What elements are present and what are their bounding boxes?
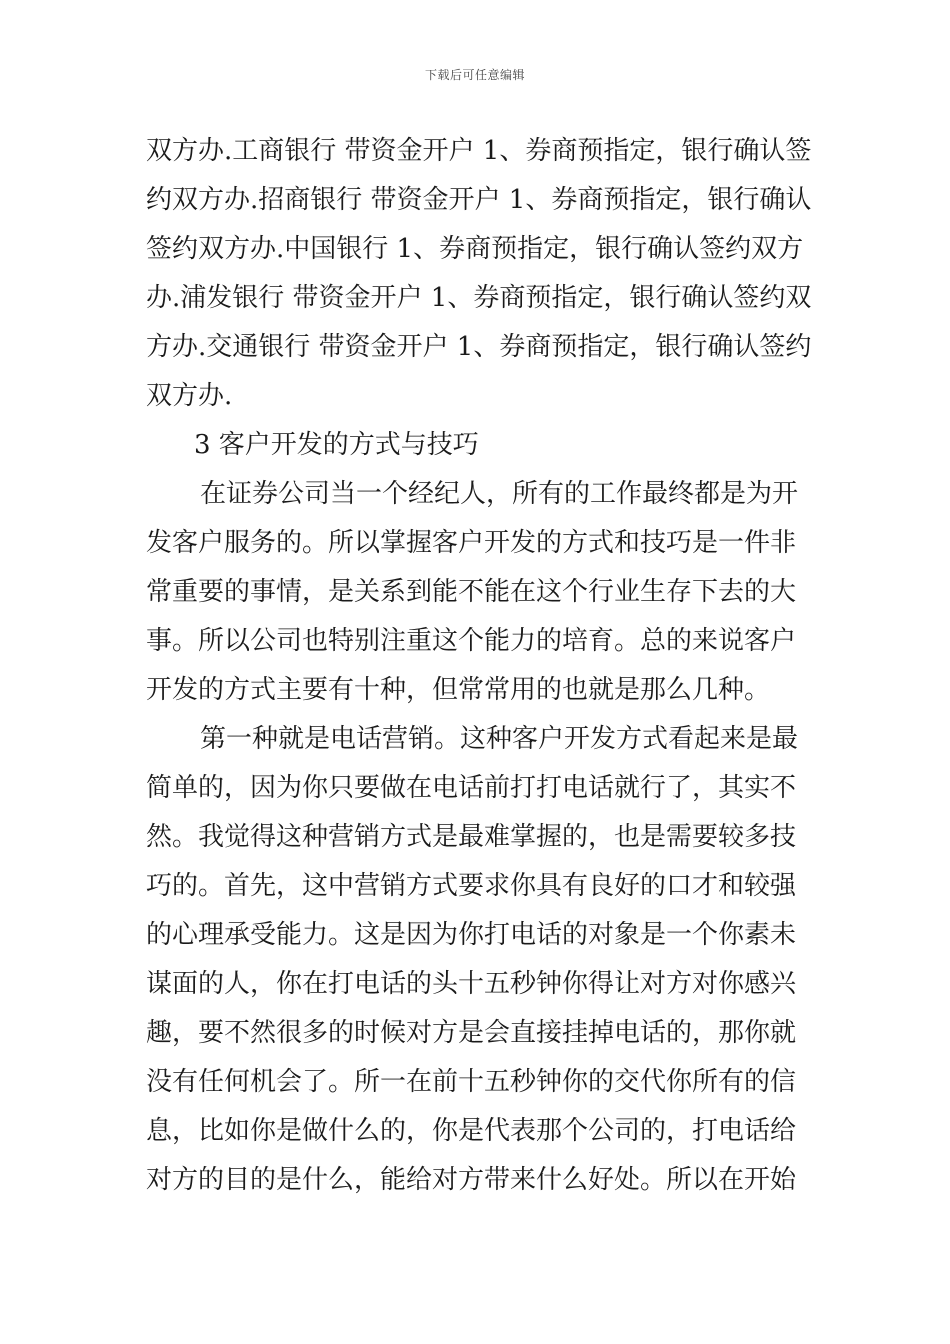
text-line: 对方的目的是什么，能给对方带来什么好处。所以在开始 bbox=[146, 1165, 797, 1195]
text-line: 双方办.工商银行 带资金开户 1、券商预指定，银行确认签 bbox=[146, 136, 812, 166]
paragraph-first-line: 在证券公司当一个经纪人，所有的工作最终都是为开 bbox=[200, 479, 799, 509]
paragraph-first-line: 第一种就是电话营销。这种客户开发方式看起来是最 bbox=[200, 724, 799, 754]
text-line: 双方办. bbox=[146, 381, 233, 411]
text-line: 方办.交通银行 带资金开户 1、券商预指定，银行确认签约 bbox=[146, 332, 812, 362]
document-body bbox=[146, 127, 811, 1205]
text-line: 没有任何机会了。所一在前十五秒钟你的交代你所有的信 bbox=[146, 1067, 797, 1097]
section-heading: 3 客户开发的方式与技巧 bbox=[194, 430, 479, 460]
text-line: 签约双方办.中国银行 1、券商预指定，银行确认签约双方 bbox=[146, 234, 804, 264]
text-line: 常重要的事情，是关系到能不能在这个行业生存下去的大 bbox=[146, 577, 797, 607]
page-header: 下载后可任意编辑 bbox=[424, 68, 525, 82]
text-line: 巧的。首先，这中营销方式要求你具有良好的口才和较强 bbox=[146, 871, 797, 901]
text-line: 简单的，因为你只要做在电话前打打电话就行了，其实不 bbox=[146, 773, 797, 803]
text-line: 办.浦发银行 带资金开户 1、券商预指定，银行确认签约双 bbox=[146, 283, 812, 313]
text-line: 开发的方式主要有十种，但常常用的也就是那么几种。 bbox=[146, 675, 771, 705]
text-line: 趣，要不然很多的时候对方是会直接挂掉电话的，那你就 bbox=[146, 1018, 797, 1048]
text-line: 发客户服务的。所以掌握客户开发的方式和技巧是一件非 bbox=[146, 528, 797, 558]
text-line: 然。我觉得这种营销方式是最难掌握的，也是需要较多技 bbox=[146, 822, 797, 852]
text-line: 事。所以公司也特别注重这个能力的培育。总的来说客户 bbox=[146, 626, 797, 656]
text-line: 息，比如你是做什么的，你是代表那个公司的，打电话给 bbox=[146, 1116, 797, 1146]
text-line: 的心理承受能力。这是因为你打电话的对象是一个你素未 bbox=[146, 920, 797, 950]
text-line: 约双方办.招商银行 带资金开户 1、券商预指定，银行确认 bbox=[146, 185, 812, 215]
text-line: 谋面的人，你在打电话的头十五秒钟你得让对方对你感兴 bbox=[146, 969, 797, 999]
